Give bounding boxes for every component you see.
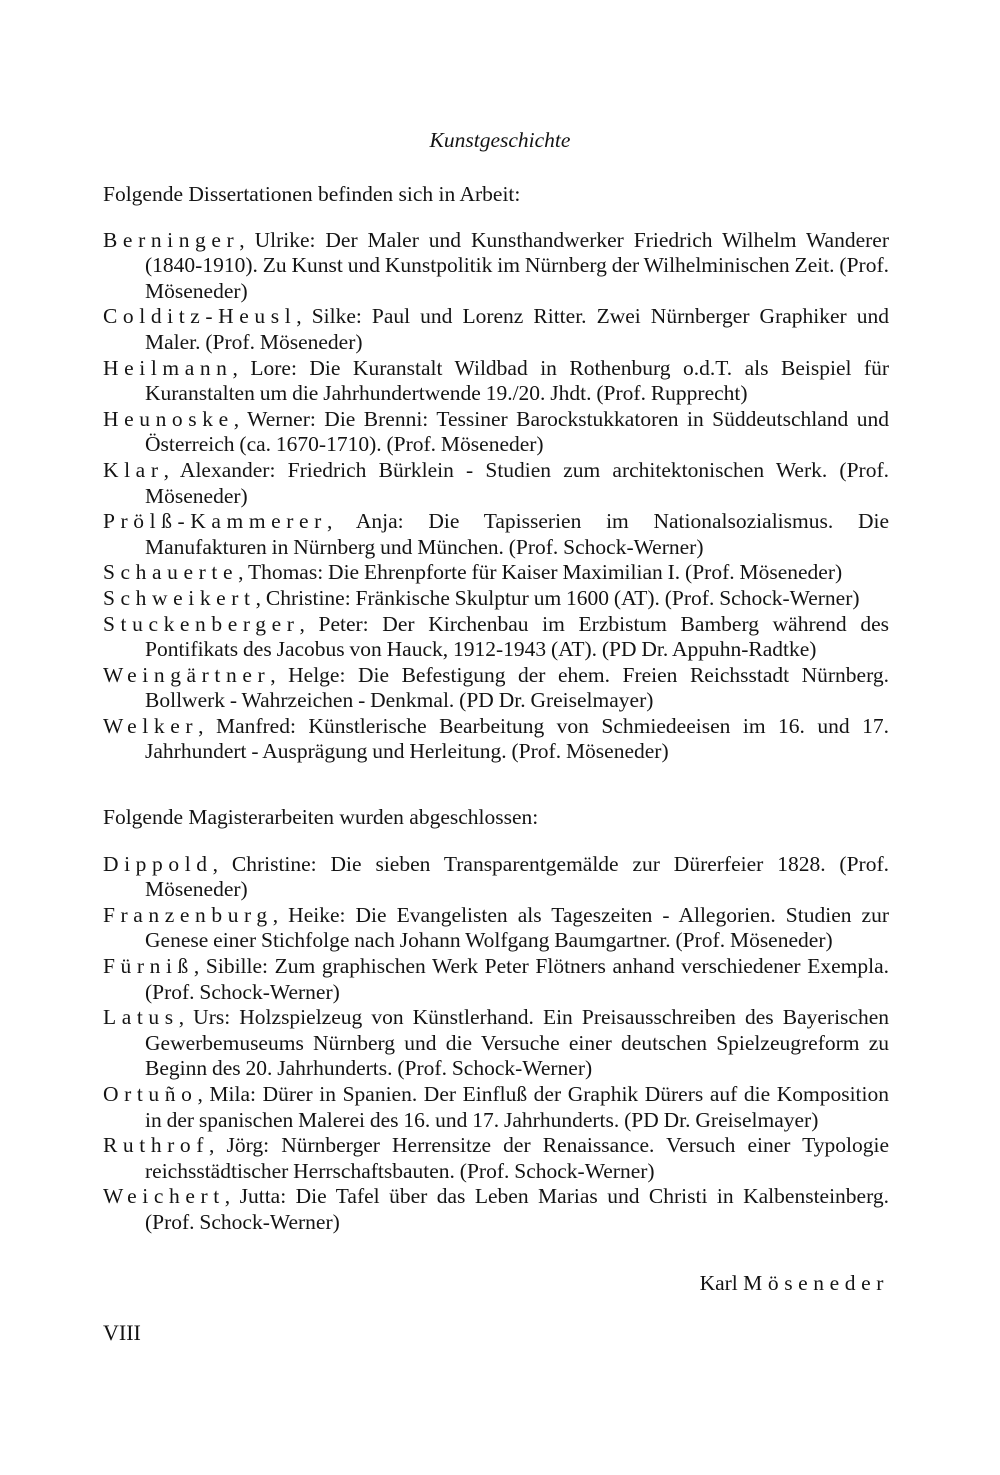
entry-text: , Sibille: Zum graphischen Werk Peter Flötners anhand verschiedener Exempla. (Prof. Schock-Werner) <box>145 953 889 1004</box>
author-name: Weingärtner <box>103 662 271 687</box>
entry-text: , Mila: Dürer in Spanien. Der Einfluß der Graphik Dürers auf die Komposition in der spanischen Malerei des 16. und 17. Jahrhunderts. (PD Dr. Greiselmayer) <box>145 1081 889 1132</box>
author-name: Berninger <box>103 227 240 252</box>
author-name: Ortuño <box>103 1081 198 1106</box>
list-item <box>103 407 889 458</box>
entry-text: , Lore: Die Kuranstalt Wildbad in Rothenburg o.d.T. als Beispiel für Kuranstalten um die Jahrhundertwende 19./20. Jhdt. (Prof. Rupprecht) <box>145 355 889 406</box>
list-item <box>103 586 889 612</box>
list-item <box>103 714 889 765</box>
entry-text: , Jörg: Nürnberger Herrensitze der Renaissance. Versuch einer Typologie reichsstädtischer Herrschaftsbauten. (Prof. Schock-Werner) <box>145 1133 889 1183</box>
page-number: VIII <box>103 1320 141 1345</box>
author-name: Schauerte <box>103 560 239 585</box>
entry-text: , Werner: Die Brenni: Tessiner Barockstukkatoren in Süddeutschland und Österreich (ca. 1670-1710). (Prof. Möseneder) <box>145 406 889 457</box>
list-item <box>103 228 889 305</box>
list-item <box>103 903 889 954</box>
dissertations-section <box>103 182 889 765</box>
author-name: Prölß-Kammerer <box>103 509 327 534</box>
list-item <box>103 560 889 586</box>
entry-text: , Thomas: Die Ehrenpforte für Kaiser Maximilian I. (Prof. Möseneder) <box>238 560 843 585</box>
magister-section <box>103 805 889 1236</box>
author-name: Schweikert <box>103 585 256 610</box>
author-name: Dippold <box>103 851 213 876</box>
dissertations-list <box>103 228 889 765</box>
signature-last-name: Möseneder <box>743 1271 889 1295</box>
entry-text: , Ulrike: Der Maler und Kunsthandwerker Friedrich Wilhelm Wanderer (1840-1910). Zu Kunst und Kunstpolitik im Nürnberg der Wilhelminischen Zeit. (Prof. Möseneder) <box>145 227 889 303</box>
list-item <box>103 663 889 714</box>
signature <box>700 1271 889 1297</box>
entry-text: , Alexander: Friedrich Bürklein - Studien zum architektonischen Werk. (Prof. Möseneder) <box>145 457 889 508</box>
entry-text: , Silke: Paul und Lorenz Ritter. Zwei Nürnberger Graphiker und Maler. (Prof. Möseneder) <box>145 304 889 354</box>
list-item <box>103 852 889 903</box>
magister-heading: Folgende Magisterarbeiten wurden abgeschlossen: <box>103 805 539 829</box>
author-name: Ruthrof <box>103 1133 210 1158</box>
list-item <box>103 509 889 560</box>
list-item <box>103 1005 889 1082</box>
entry-text: , Christine: Fränkische Skulptur um 1600 (AT). (Prof. Schock-Werner) <box>255 585 860 610</box>
author-name: Heilmann <box>103 355 233 380</box>
entry-text: , Urs: Holzspielzeug von Künstlerhand. Ein Preisausschreiben des Bayerischen Gewerbemuseums Nürnberg und die Versuche einer deutschen Spielzeugreform zu Beginn des 20. Jahrhunderts. (Prof. Schock-Werner) <box>145 1005 889 1081</box>
author-name: Stuckenberger <box>103 611 300 636</box>
author-name: Franzenburg <box>103 902 273 927</box>
list-item <box>103 1184 889 1235</box>
entry-text: , Helge: Die Befestigung der ehem. Freien Reichsstadt Nürnberg. Bollwerk - Wahrzeichen - Denkmal. (PD Dr. Greiselmayer) <box>145 662 889 713</box>
author-name: Latus <box>103 1005 179 1030</box>
author-name: Klar <box>103 457 164 482</box>
author-name: Fürniß <box>103 953 194 978</box>
list-item <box>103 356 889 407</box>
list-item <box>103 954 889 1005</box>
author-name: Colditz-Heusl <box>103 304 297 329</box>
list-item <box>103 1082 889 1133</box>
entry-text: , Anja: Die Tapisserien im Nationalsozialismus. Die Manufakturen in Nürnberg und München. (Prof. Schock-Werner) <box>145 509 889 559</box>
list-item <box>103 1133 889 1184</box>
entry-text: , Manfred: Künstlerische Bearbeitung von Schmiedeeisen im 16. und 17. Jahrhundert - Ausprägung und Herleitung. (Prof. Möseneder) <box>145 713 889 764</box>
author-name: Weichert <box>103 1184 225 1209</box>
list-item <box>103 304 889 355</box>
section-title: Kunstgeschichte <box>429 128 571 152</box>
list-item <box>103 612 889 663</box>
magister-list <box>103 852 889 1236</box>
list-item <box>103 458 889 509</box>
entry-text: , Christine: Die sieben Transparentgemälde zur Dürerfeier 1828. (Prof. Möseneder) <box>145 851 889 902</box>
entry-text: , Peter: Der Kirchenbau im Erzbistum Bamberg während des Pontifikats des Jacobus von Hauck, 1912-1943 (AT). (PD Dr. Appuhn-Radtke) <box>145 611 889 662</box>
entry-text: , Heike: Die Evangelisten als Tageszeiten - Allegorien. Studien zur Genese einer Stichfolge nach Johann Wolfgang Baumgartner. (Prof. Möseneder) <box>145 902 889 953</box>
signature-first-name: Karl <box>699 1271 738 1295</box>
dissertations-heading: Folgende Dissertationen befinden sich in Arbeit: <box>103 182 521 206</box>
author-name: Heunoske <box>103 406 234 431</box>
author-name: Welker <box>103 713 199 738</box>
entry-text: , Jutta: Die Tafel über das Leben Marias und Christi in Kalbensteinberg. (Prof. Schock-Werner) <box>145 1184 889 1234</box>
